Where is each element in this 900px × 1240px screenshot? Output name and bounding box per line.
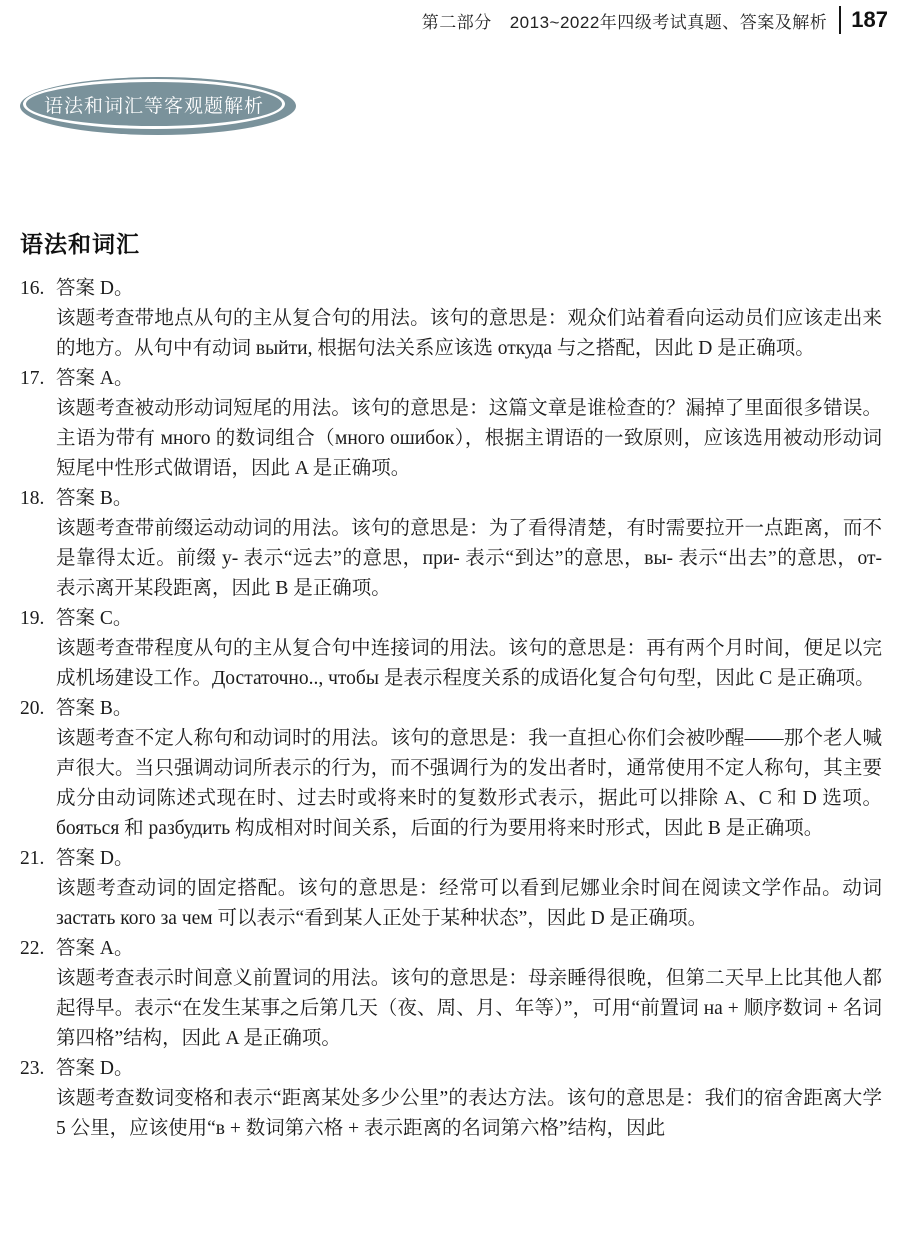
section-heading: 语法和词汇 (20, 232, 140, 257)
section-badge-label: 语法和词汇等客观题解析 (43, 95, 264, 117)
item-number: 21. (20, 848, 45, 869)
answer-item (20, 274, 882, 364)
item-number: 23. (20, 1058, 45, 1079)
answer-item (20, 694, 882, 844)
answer-item (20, 364, 882, 484)
item-answer: 答案 C。 (56, 608, 133, 629)
header-book-title: 2013~2022年四级考试真题、答案及解析 (509, 12, 828, 32)
item-explanation: 该题考查动词的固定搭配。该句的意思是：经常可以看到尼娜业余时间在阅读文学作品。动词 застать кого за чем 可以表示“看到某人正处于某种状态”，因此 D 是正确项。 (56, 878, 882, 929)
item-answer: 答案 A。 (56, 938, 134, 959)
answer-item (20, 1054, 882, 1144)
item-explanation: 该题考查带程度从句的主从复合句中连接词的用法。该句的意思是：再有两个月时间，便足以完成机场建设工作。Достаточно.., чтобы 是表示程度关系的成语化复合句句型，因此 C 是正确项。 (56, 638, 882, 689)
answer-item-head (20, 844, 882, 874)
item-number: 19. (20, 608, 45, 629)
item-number: 17. (20, 368, 45, 389)
header-part-label: 第二部分 (421, 12, 492, 32)
page-header (422, 6, 888, 34)
answer-item (20, 484, 882, 604)
answer-item (20, 934, 882, 1054)
answer-list (20, 274, 882, 1144)
answer-item-head (20, 1054, 882, 1084)
item-answer: 答案 D。 (56, 278, 134, 299)
answer-item-head (20, 694, 882, 724)
item-explanation: 该题考查不定人称句和动词时的用法。该句的意思是：我一直担心你们会被吵醒——那个老人喊声很大。当只强调动词所表示的行为，而不强调行为的发出者时，通常使用不定人称句，其主要成分由动词陈述式现在时、过去时或将来时的复数形式表示，据此可以排除 A、C 和 D 选项。бояться 和 разбудить 构成相对时间关系，后面的行为要用将来时形式，因此 B 是正确项。 (56, 728, 882, 839)
answer-item (20, 604, 882, 694)
item-answer: 答案 D。 (56, 848, 134, 869)
item-explanation: 该题考查表示时间意义前置词的用法。该句的意思是：母亲睡得很晚，但第二天早上比其他人都起得早。表示“在发生某事之后第几天（夜、周、月、年等）”，可用“前置词 на + 顺序数词 + 名词第四格”结构，因此 A 是正确项。 (56, 968, 882, 1049)
item-number: 20. (20, 698, 45, 719)
section-badge (20, 77, 296, 137)
item-explanation: 该题考查数词变格和表示“距离某处多少公里”的表达方法。该句的意思是：我们的宿舍距离大学 5 公里，应该使用“в + 数词第六格 + 表示距离的名词第六格”结构，因此 (56, 1088, 882, 1139)
header-divider (839, 6, 841, 34)
page-number: 187 (851, 7, 888, 32)
answer-item-head (20, 364, 882, 394)
item-answer: 答案 B。 (56, 698, 133, 719)
item-answer: 答案 A。 (56, 368, 134, 389)
item-number: 16. (20, 278, 45, 299)
answer-item-head (20, 604, 882, 634)
item-explanation: 该题考查被动形动词短尾的用法。该句的意思是：这篇文章是谁检查的？漏掉了里面很多错误。主语为带有 много 的数词组合（много ошибок），根据主谓语的一致原则，应该选用被动形动词短尾中性形式做谓语，因此 A 是正确项。 (56, 398, 882, 479)
item-number: 22. (20, 938, 45, 959)
answer-item (20, 844, 882, 934)
answer-item-head (20, 484, 882, 514)
answer-item-head (20, 274, 882, 304)
item-explanation: 该题考查带地点从句的主从复合句的用法。该句的意思是：观众们站着看向运动员们应该走出来的地方。从句中有动词 выйти, 根据句法关系应该选 откуда 与之搭配，因此 D 是正确项。 (56, 308, 882, 359)
section-badge-inner (23, 79, 285, 129)
item-number: 18. (20, 488, 45, 509)
item-answer: 答案 B。 (56, 488, 133, 509)
item-explanation: 该题考查带前缀运动动词的用法。该句的意思是：为了看得清楚，有时需要拉开一点距离，而不是靠得太近。前缀 у- 表示“远去”的意思，при- 表示“到达”的意思，вы- 表示“出去”的意思，от- 表示离开某段距离，因此 B 是正确项。 (56, 518, 882, 599)
answer-item-head (20, 934, 882, 964)
item-answer: 答案 D。 (56, 1058, 134, 1079)
